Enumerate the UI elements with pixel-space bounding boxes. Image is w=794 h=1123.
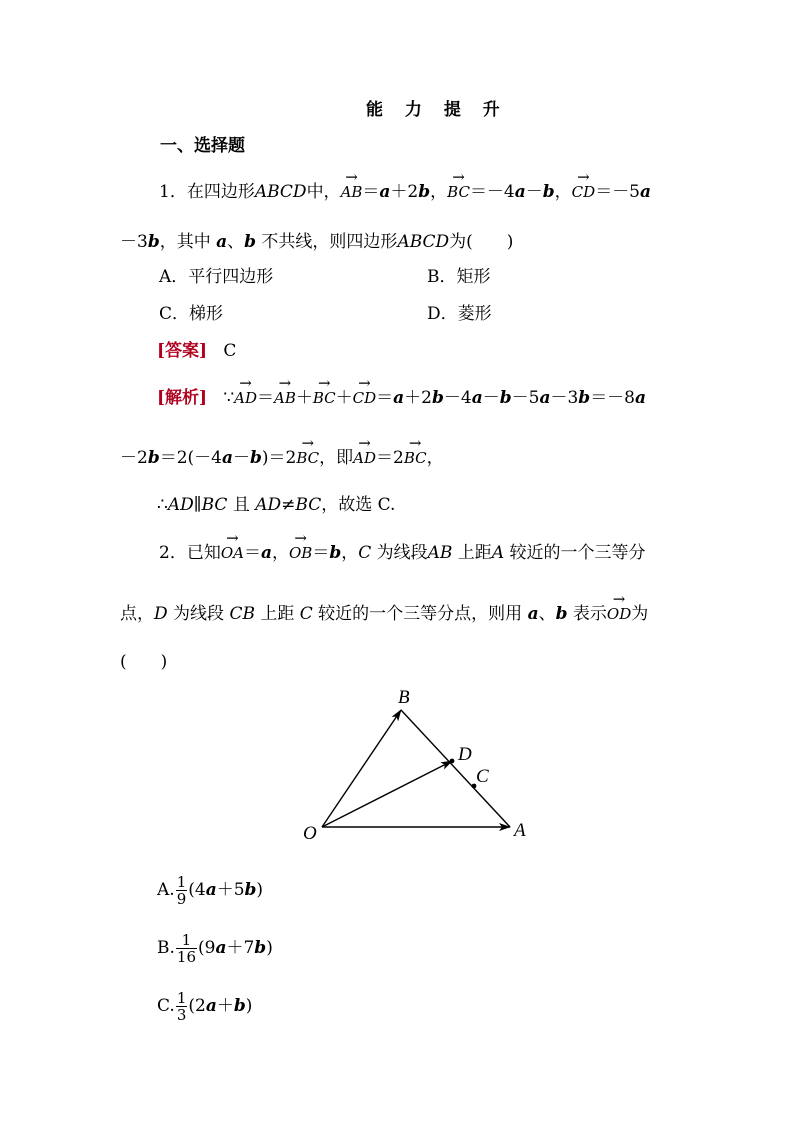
- q1-option-c[interactable]: C．梯形: [159, 304, 224, 324]
- q2-text: 上距: [254, 604, 300, 624]
- q1-text: ，故选 C.: [321, 495, 396, 515]
- label-d: D: [458, 744, 472, 765]
- var-b: b: [147, 448, 160, 468]
- q2-text: 为: [631, 604, 649, 624]
- q1-text: ＋2: [390, 182, 419, 202]
- q2-text: ＝: [312, 543, 330, 563]
- q1-text: )＝2: [261, 448, 297, 468]
- q1-text: ＝: [257, 388, 274, 408]
- point-a: A: [491, 543, 505, 563]
- q2-text: ＝: [243, 543, 261, 563]
- q2-text: 较近的一个三等分点，则用: [312, 604, 528, 624]
- q1-text: ＝－4: [469, 182, 515, 202]
- analysis-label: [解析]: [157, 388, 208, 408]
- q1-text: －4: [443, 388, 472, 408]
- q1-text: ＝－8: [590, 388, 636, 408]
- segment-ab: AB: [427, 543, 453, 563]
- q2-text: 较近的一个三等分: [504, 543, 646, 563]
- option-label: C.: [157, 996, 175, 1016]
- q1-quad: ABCD: [397, 232, 450, 252]
- var-b: b: [250, 448, 262, 468]
- q2-option-c[interactable]: [157, 990, 252, 1023]
- q1-text: 在四边形: [186, 182, 255, 202]
- q1-text: ＝－5: [595, 182, 641, 202]
- var-a: a: [379, 182, 391, 202]
- q1-text: ，即: [319, 448, 354, 468]
- q2-text: 表示: [567, 604, 607, 624]
- q1-text: ∵: [223, 388, 235, 408]
- vector-cd: → CD: [572, 181, 596, 203]
- question-2-number: 2．: [159, 543, 187, 563]
- var-a: a: [260, 543, 272, 563]
- var-a: a: [393, 388, 405, 408]
- q1-text: ≠: [281, 495, 296, 515]
- q1-segment: BC: [295, 495, 322, 515]
- var-a: a: [205, 880, 217, 900]
- q2-text: (2: [188, 996, 206, 1016]
- vector-ob-arrow: [322, 710, 401, 827]
- q1-option-d[interactable]: D．菱形: [427, 304, 492, 324]
- q2-answer-blank: ( ): [120, 652, 168, 672]
- var-b: b: [233, 996, 246, 1016]
- answer-value: C: [223, 341, 237, 361]
- var-a: a: [221, 448, 233, 468]
- q2-text: (4: [188, 880, 206, 900]
- q1-option-b[interactable]: B．矩形: [427, 267, 491, 287]
- q1-text: ∴: [157, 495, 168, 515]
- label-b: B: [398, 687, 410, 708]
- q1-text: ，: [426, 448, 444, 468]
- var-b: b: [244, 880, 257, 900]
- q1-text: ＝: [376, 388, 394, 408]
- q2-text: ): [256, 880, 264, 900]
- vector-od-arrow: [322, 761, 452, 827]
- var-a: a: [527, 604, 539, 624]
- q1-text: 不共线，则四边形: [256, 232, 398, 252]
- q1-text: －3: [120, 232, 148, 252]
- q1-segment: AD: [255, 495, 282, 515]
- fraction-denominator: 16: [176, 948, 196, 966]
- fraction: [176, 932, 197, 965]
- segment-ab-line: [401, 710, 510, 827]
- var-a: a: [205, 996, 217, 1016]
- var-b: b: [578, 388, 591, 408]
- vector-bc: → BC: [296, 447, 319, 469]
- q2-option-a[interactable]: [157, 874, 263, 907]
- q1-text: －: [482, 388, 500, 408]
- q1-text: 、: [227, 232, 245, 252]
- q1-text: ＋: [295, 388, 313, 408]
- q2-text: ，: [271, 543, 289, 563]
- question-1-number: 1．: [159, 182, 187, 202]
- var-b: b: [555, 604, 568, 624]
- q1-text: ＋: [335, 388, 353, 408]
- var-b: b: [147, 232, 160, 252]
- q2-text: ＋7: [226, 938, 255, 958]
- fraction-numerator: 1: [176, 873, 187, 891]
- var-a: a: [640, 182, 652, 202]
- q2-text: ＋5: [216, 880, 245, 900]
- q2-text: ): [245, 996, 253, 1016]
- label-c: C: [476, 766, 489, 787]
- label-o: O: [303, 823, 317, 844]
- vector-bc: → BC: [313, 387, 336, 409]
- var-b: b: [254, 938, 267, 958]
- q2-text: 为线段: [167, 604, 230, 624]
- q1-text: ＝2(－4: [159, 448, 222, 468]
- q1-segment: AD: [167, 495, 194, 515]
- var-a: a: [471, 388, 483, 408]
- point-d-dot: [450, 759, 455, 764]
- fraction-numerator: 1: [176, 989, 187, 1007]
- segment-cb: CB: [229, 604, 255, 624]
- vector-ab: → AB: [341, 181, 363, 203]
- q1-text: ，: [554, 182, 572, 202]
- fraction-numerator: 1: [176, 932, 197, 949]
- q2-text: ，: [341, 543, 359, 563]
- q2-text: ): [266, 938, 273, 958]
- var-b: b: [542, 182, 555, 202]
- var-a: a: [216, 232, 228, 252]
- q1-text: 且: [227, 495, 256, 515]
- label-a: A: [514, 820, 526, 841]
- vector-ab: → AB: [274, 387, 296, 409]
- q2-text: ＋: [216, 996, 234, 1016]
- vector-bc: → BC: [404, 447, 427, 469]
- q1-text: 为( ): [449, 232, 514, 252]
- fraction: [176, 990, 188, 1023]
- var-a: a: [514, 182, 526, 202]
- q2-text: 为线段: [371, 543, 428, 563]
- q1-text: －5: [511, 388, 540, 408]
- q2-option-b[interactable]: [157, 932, 273, 965]
- q2-text: 上距: [452, 543, 492, 563]
- q2-text: 、: [538, 604, 556, 624]
- q1-option-a[interactable]: A．平行四边形: [159, 267, 274, 287]
- var-a: a: [215, 938, 227, 958]
- vector-ad: → AD: [353, 447, 376, 469]
- var-a: a: [539, 388, 551, 408]
- vector-ad: → AD: [234, 387, 257, 409]
- vector-ob: → OB: [289, 542, 312, 564]
- point-d: D: [154, 604, 168, 624]
- vector-bc: → BC: [447, 181, 470, 203]
- fraction-denominator: 3: [176, 1006, 187, 1024]
- q1-text: －: [525, 182, 543, 202]
- q1-text: －2: [120, 448, 148, 468]
- q1-text: ，其中: [159, 232, 217, 252]
- q1-text: ∥: [193, 495, 202, 515]
- option-label: A.: [157, 880, 175, 900]
- q1-segment: BC: [201, 495, 228, 515]
- var-b: b: [244, 232, 257, 252]
- q1-text: 中，: [306, 182, 341, 202]
- point-c: C: [358, 543, 372, 563]
- q1-text: ＝2: [375, 448, 404, 468]
- q2-text: (9: [198, 938, 216, 958]
- vector-cd: → CD: [353, 387, 377, 409]
- var-b: b: [418, 182, 431, 202]
- section-heading: 一、选择题: [160, 136, 245, 156]
- vector-od: → OD: [607, 603, 631, 625]
- point-c: C: [299, 604, 313, 624]
- q1-text: －3: [550, 388, 579, 408]
- q1-text: －: [233, 448, 250, 468]
- q1-text: ＋2: [404, 388, 432, 408]
- var-b: b: [329, 543, 342, 563]
- q2-text: 已知: [186, 543, 221, 563]
- var-b: b: [432, 388, 444, 408]
- q1-text: ＝: [362, 182, 380, 202]
- page-title: 能 力 提 升: [366, 100, 508, 120]
- option-label: B.: [157, 938, 175, 958]
- q2-text: 点，: [120, 604, 154, 624]
- fraction: [176, 874, 188, 907]
- fraction-denominator: 9: [176, 890, 187, 908]
- q1-text: ，: [430, 182, 448, 202]
- q1-quad: ABCD: [254, 182, 307, 202]
- answer-label: [答案]: [157, 341, 208, 361]
- var-a: a: [635, 388, 647, 408]
- vector-oa: → OA: [221, 542, 244, 564]
- var-b: b: [499, 388, 512, 408]
